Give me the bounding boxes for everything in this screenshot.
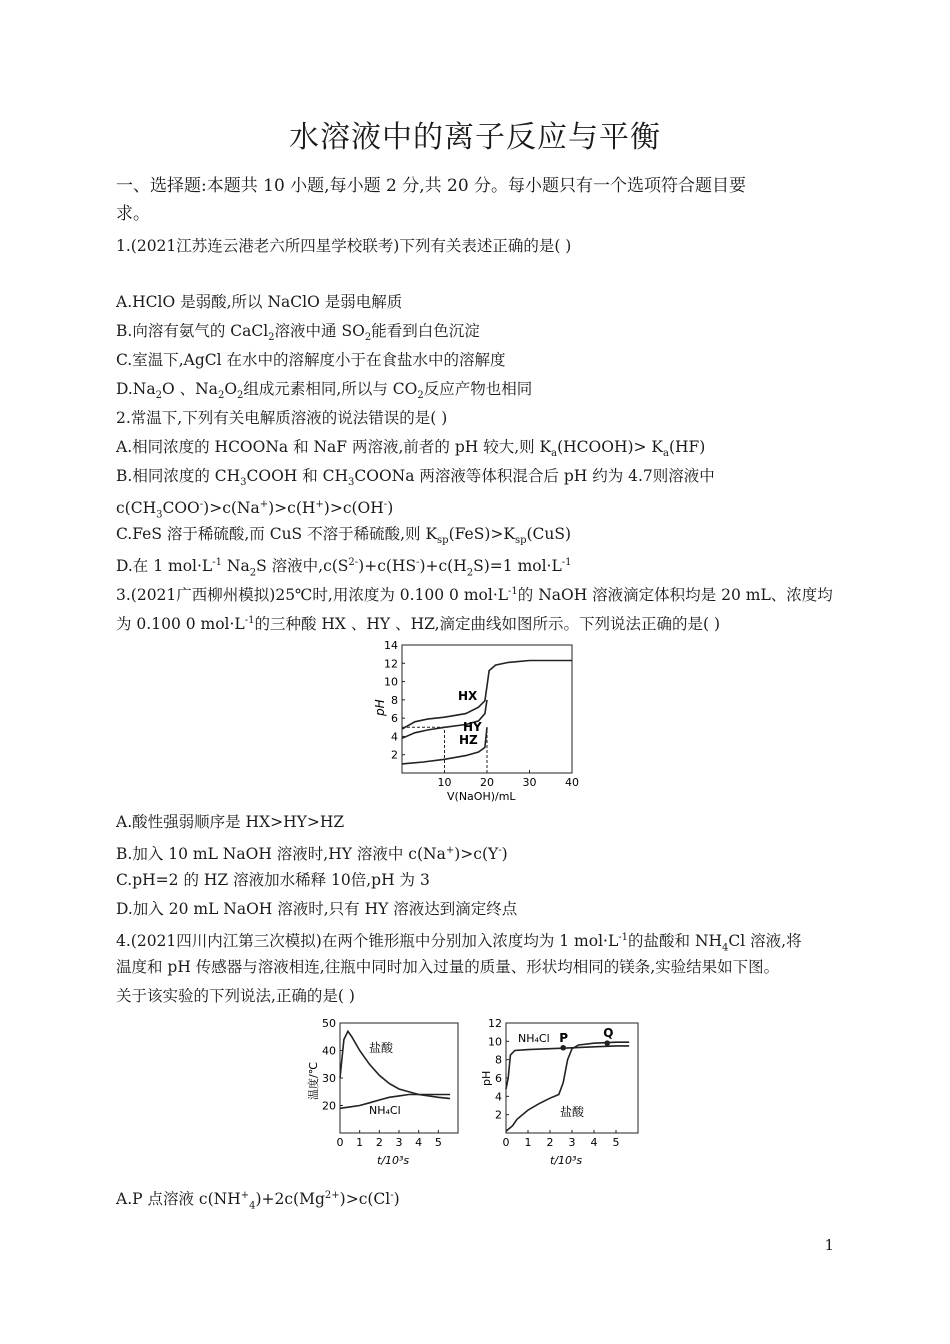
chart2-xtick-label: 5 [434,1136,442,1149]
q4-option-a: A.P 点溶液 $c(NH^+_4)+2c(Mg^{2+})>c(Cl^-)$ [116,1190,400,1212]
chart3-point-q [604,1040,610,1046]
q2-option-c: C.FeS 溶于稀硫酸,而 CuS 不溶于稀硫酸,则 $K_{sp}(FeS)>K_{sp}(CuS)$ [116,525,572,547]
chart3-xtick-label: 0 [502,1136,510,1149]
chart3-point-label-p: P [559,1030,568,1045]
section-heading-cont: 求。 [116,204,150,224]
chart3-ytick-label: 10 [488,1035,502,1049]
chart1-xtick-label: 30 [522,776,537,789]
chart2-ylabel: 温度/℃ [307,1061,320,1100]
q1-stem: 1.(2021江苏连云港老六所四星学校联考)下列有关表述正确的是( ) [116,237,572,255]
q2-option-b: B.相同浓度的 $CH_3COOH$ 和 $CH_3COONa$ 两溶液等体积混合后 pH 约为 4.7则溶液中 [116,467,715,489]
chart3-xtick-label: 5 [612,1136,620,1149]
chart3-ytick-label: 2 [495,1108,502,1122]
chart1-ytick-label: 2 [391,748,398,762]
chart3-ytick-label: 12 [488,1018,502,1030]
chart2-xtick-label: 0 [336,1136,344,1149]
chart2-xtick-label: 1 [356,1136,364,1149]
q3-option-c: C.pH=2 的 HZ 溶液加水稀释 10倍,pH 为 3 [116,871,430,889]
chart1-ytick-label: 6 [391,712,398,726]
q2-option-a: A.相同浓度的 HCOONa 和 NaF 两溶液,前者的 pH 较大,则 $K_a(HCOOH)> K_a(HF)$ [116,438,706,460]
section-heading: 一、选择题:本题共 10 小题,每小题 2 分,共 20 分。每小题只有一个选项符合题目要 [116,176,747,196]
page-number: 1 [824,1236,834,1254]
chart3-label-nh4cl: NH₄Cl [518,1032,550,1045]
chart1-label-hy: HY [463,720,482,734]
q3-option-a: A.酸性强弱顺序是 HX>HY>HZ [116,813,345,831]
chart1-frame [402,645,572,773]
q3-option-b: B.加入 10 mL NaOH 溶液时,HY 溶液中 c(Na+)>c(Y-) [116,845,508,864]
q1-option-d: $D.Na_2O$ 、$Na_2O_2$组成元素相同,所以与 $CO_2$反应产物也相同 [116,380,533,402]
chart1-series-0 [402,661,572,730]
page-title: 水溶液中的离子反应与平衡 [289,120,661,155]
chart1-ytick-label: 14 [384,640,398,652]
chart2-xtick-label: 2 [375,1136,383,1149]
chart3-ytick-label: 6 [495,1072,502,1085]
chart1-xtick-label: 40 [565,776,579,789]
chart2-series-0 [340,1031,450,1098]
q4-stem-line2: 温度和 pH 传感器与溶液相连,往瓶中同时加入过量的质量、形状均相同的镁条,实验结果如下图。 [116,958,780,976]
q2-option-b-cont: $c(CH_3COO^-)>c(Na^+)>c(H^+)>c(OH^-)$ [116,499,394,521]
chart1-xlabel: V(NaOH)/mL [447,790,516,803]
chart3-xtick-label: 4 [590,1136,598,1149]
chart3-xlabel: t/10³s [550,1154,583,1167]
chart2-xtick-label: 3 [395,1136,403,1149]
q1-option-a: A.HClO 是弱酸,所以 NaClO 是弱电解质 [116,293,403,311]
chart1-ytick-label: 8 [391,693,398,707]
ph-chart [478,1018,648,1168]
chart3-xtick-label: 1 [524,1136,532,1149]
chart2-ytick-label: 40 [322,1044,336,1058]
chart2-xlabel: t/10³s [377,1154,410,1167]
q2-stem: 2.常温下,下列有关电解质溶液的说法错误的是( ) [116,409,448,427]
chart1-ytick-label: 4 [391,730,398,744]
chart3-xtick-label: 2 [546,1136,554,1149]
titration-curve-chart [372,640,582,805]
chart1-ytick-label: 10 [384,675,398,689]
chart1-label-hz: HZ [459,733,478,747]
chart2-ytick-label: 30 [322,1072,336,1085]
chart3-point-p [560,1045,566,1051]
chart3-ytick-label: 8 [495,1053,502,1067]
chart2-ytick-label: 50 [322,1018,336,1030]
chart1-xtick-label: 20 [480,776,494,789]
chart3-point-label-q: Q [603,1026,614,1041]
chart3-xtick-label: 3 [568,1136,576,1149]
chart3-ytick-label: 4 [495,1090,502,1104]
chart1-label-hx: HX [458,689,478,703]
chart1-ytick-label: 12 [384,657,398,671]
q4-stem-line3: 关于该实验的下列说法,正确的是( ) [116,987,355,1005]
chart2-xtick-label: 4 [415,1136,423,1149]
chart3-ylabel: pH [480,1070,493,1086]
q3-stem-cont: 为 0.100 0 $mol\cdot L^{-1}$的三种酸 HX 、HY 、HZ,滴定曲线如图所示。下列说法正确的是( ) [116,615,721,634]
q4-stem: 4.(2021四川内江第三次模拟)在两个锥形瓶中分别加入浓度均为 1 $mol\cdot L^{-1}$的盐酸和 $NH_4Cl$ 溶液,将 [116,932,802,954]
chart2-label-nh4cl: NH₄Cl [369,1104,401,1117]
q3-stem: 3.(2021广西柳州模拟)25℃时,用浓度为 0.100 0 $mol\cdot L^{-1}$的 NaOH 溶液滴定体积均是 20 mL、浓度均 [116,586,833,605]
chart3-series-0 [506,1046,629,1089]
q3-option-d: D.加入 20 mL NaOH 溶液时,只有 HY 溶液达到滴定终点 [116,900,518,918]
chart1-ylabel: pH [373,699,387,716]
q2-option-d: D.在 1 $mol\cdot L^{-1}$ $Na_2S$ 溶液中$,c(S^{2-})+c(HS^-)+c(H_2S)=1$ $mol\cdot L^{-1}$ [116,557,572,579]
chart2-ytick-label: 20 [322,1099,336,1113]
chart1-xtick-label: 10 [437,776,452,789]
chart3-label-hcl: 盐酸 [560,1105,585,1119]
q1-option-b: B.向溶有氨气的 CaCl$_2$溶液中通 $SO_2$能看到白色沉淀 [116,322,480,344]
chart2-label-hcl: 盐酸 [369,1041,394,1055]
temperature-chart [305,1018,465,1168]
q1-option-c: C.室温下,AgCl 在水中的溶解度小于在食盐水中的溶解度 [116,351,506,369]
